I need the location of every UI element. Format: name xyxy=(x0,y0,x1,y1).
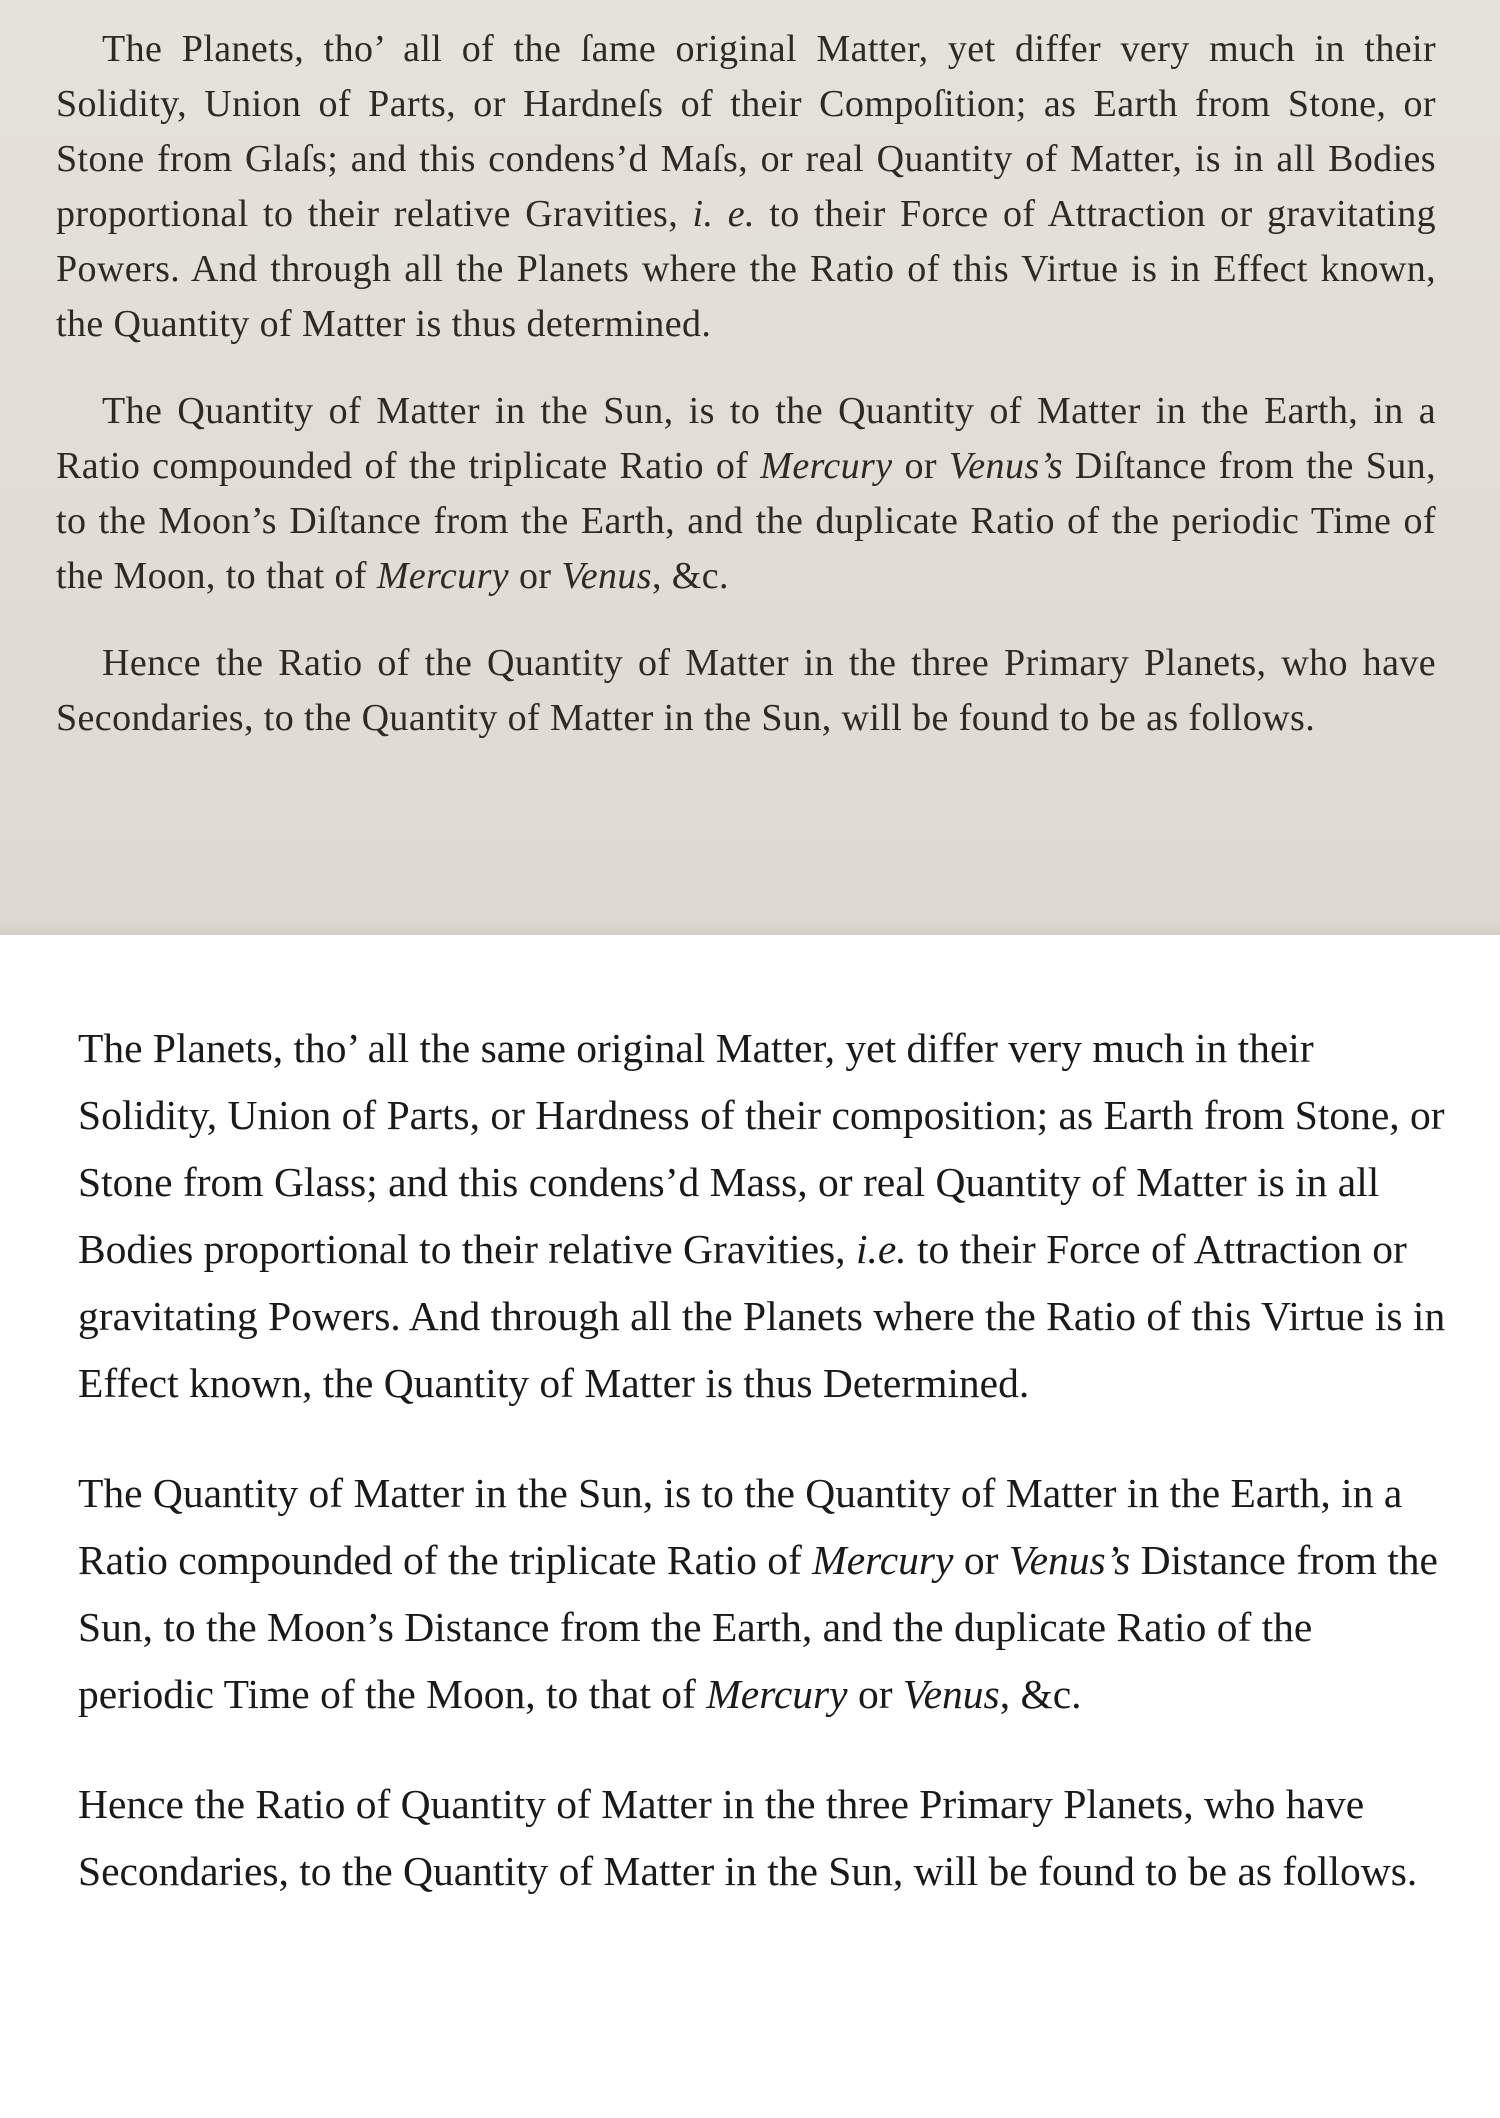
transcript-p2-text-b: Distance from the Sun, to the Moon’s Distance from the Earth, and the duplicate Ratio of the periodic Time of the Moon, to that of xyxy=(78,1537,1438,1717)
scan-p2-text-b: Diſtance from the Sun, to the Moon’s Diſtance from the Earth, and the duplicate Ratio of the periodic Time of the Moon, to that of xyxy=(56,445,1436,597)
scan-p2-venus-1: Venus’s xyxy=(948,445,1063,487)
transcript-p1-ie: i.e. xyxy=(855,1226,907,1272)
transcript-p1-text-b: to their Force of Attraction or gravitating Powers. And through all the Planets where the Ratio of this Virtue is in Effect known, the Quantity of Matter is thus Determined. xyxy=(78,1226,1446,1406)
scan-p2-or-1: or xyxy=(892,445,949,487)
scanned-page-image xyxy=(0,0,1500,935)
transcript-paragraph-3: Hence the Ratio of Quantity of Matter in the three Primary Planets, who have Secondaries, to the Quantity of Matter in the Sun, will be found to be as follows. xyxy=(78,1781,1418,1894)
transcript-p2-venus-2: Venus xyxy=(902,1671,1000,1717)
transcript-p1-text-a: The Planets, tho’ all the same original Matter, yet differ very much in their Solidity, Union of Parts, or Hardness of their composition; as Earth from Stone, or Stone from Glass; and this condens’d Mass, or real Quantity of Matter is in all Bodies proportional to their relative Gravities, xyxy=(78,1025,1445,1272)
transcript-p2-text-a: The Quantity of Matter in the Sun, is to the Quantity of Matter in the Earth, in a Ratio compounded of the triplicate Ratio of xyxy=(78,1470,1403,1583)
transcript-paragraph-1 xyxy=(78,1015,1458,1417)
scan-p2-text-c: , &c. xyxy=(651,555,729,597)
scan-p1-text-b: to their Force of Attraction or gravitating Powers. And through all the Planets where the Ratio of this Virtue is in Effect known, the Quantity of Matter is thus determined. xyxy=(56,193,1436,345)
scan-paragraph-3: Hence the Ratio of the Quantity of Matter in the three Primary Planets, who have Secondaries, to the Quantity of Matter in the Sun, will be found to be as follows. xyxy=(56,642,1436,739)
transcription-text-block xyxy=(78,1015,1458,1948)
scan-p2-or-2: or xyxy=(509,555,562,597)
scanned-text-block xyxy=(56,22,1436,778)
transcript-p2-mercury-2: Mercury xyxy=(706,1671,848,1717)
transcript-p2-mercury-1: Mercury xyxy=(812,1537,954,1583)
scan-paragraph-1 xyxy=(56,22,1436,352)
scan-p2-venus-2: Venus xyxy=(561,555,652,597)
transcript-p2-text-c: , &c. xyxy=(999,1671,1082,1717)
transcript-p2-or-2: or xyxy=(847,1671,903,1717)
scan-p1-ie: i. e. xyxy=(692,193,755,235)
scan-p2-mercury-1: Mercury xyxy=(760,445,893,487)
scan-p2-text-a: The Quantity of Matter in the Sun, is to the Quantity of Matter in the Earth, in a Ratio compounded of the triplicate Ratio of xyxy=(56,390,1436,487)
transcript-p2-venus-1: Venus’s xyxy=(1008,1537,1131,1583)
scan-p1-text-a: The Planets, tho’ all of the ſame original Matter, yet differ very much in their Solidity, Union of Parts, or Hardneſs of their Compoſition; as Earth from Stone, or Stone from Glaſs; and this condens’d Maſs, or real Quantity of Matter, is in all Bodies proportional to their relative Gravities, xyxy=(56,28,1436,235)
transcript-p2-or-1: or xyxy=(953,1537,1009,1583)
scan-p2-mercury-2: Mercury xyxy=(376,555,510,597)
scan-paragraph-2 xyxy=(56,384,1436,604)
transcript-paragraph-2 xyxy=(78,1460,1458,1728)
